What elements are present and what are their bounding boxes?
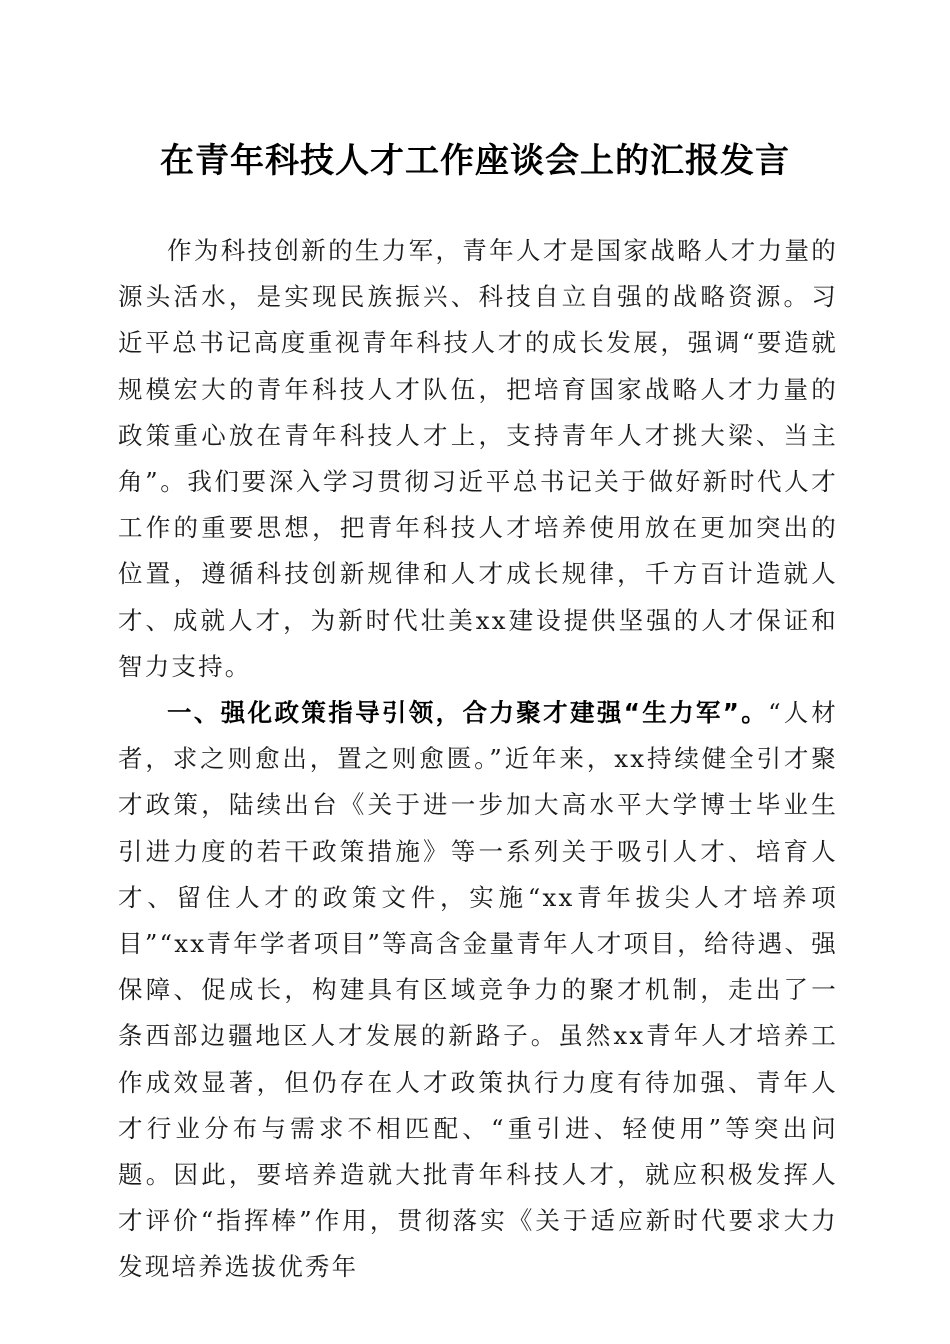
paragraph-section-1	[118, 690, 838, 1291]
paragraph-intro: 作为科技创新的生力军，青年人才是国家战略人才力量的源头活水，是实现民族振兴、科技自立自强的战略资源。习近平总书记高度重视青年科技人才的成长发展，强调“要造就规模宏大的青年科技人才队伍，把培育国家战略人才力量的政策重心放在青年科技人才上，支持青年人才挑大梁、当主角”。我们要深入学习贯彻习近平总书记关于做好新时代人才工作的重要思想，把青年科技人才培养使用放在更加突出的位置，遵循科技创新规律和人才成长规律，千方百计造就人才、成就人才，为新时代壮美xx建设提供坚强的人才保证和智力支持。	[118, 236, 838, 681]
document-title: 在青年科技人才工作座谈会上的汇报发言	[160, 141, 790, 181]
section-1-text: “人材者，求之则愈出，置之则愈匮。”近年来，xx持续健全引才聚才政策，陆续出台《关于进一步加大高水平大学博士毕业生引进力度的若干政策措施》等一系列关于吸引人才、培育人才、留住人才的政策文件，实施“xx青年拔尖人才培养项目”“xx青年学者项目”等高含金量青年人才项目，给待遇、强保障、促成长，构建具有区域竞争力的聚才机制，走出了一条西部边疆地区人才发展的新路子。虽然xx青年人才培养工作成效显著，但仍存在人才政策执行力度有待加强、青年人才行业分布与需求不相匹配、“重引进、轻使用”等突出问题。因此，要培养造就大批青年科技人才，就应积极发挥人才评价“指挥棒”作用，贯彻落实《关于适应新时代要求大力发现培养选拔优秀年	[118, 698, 838, 1282]
document-body	[118, 228, 838, 1291]
section-1-heading: 一、强化政策指导引领，合力聚才建强“生力军”。	[167, 698, 769, 728]
